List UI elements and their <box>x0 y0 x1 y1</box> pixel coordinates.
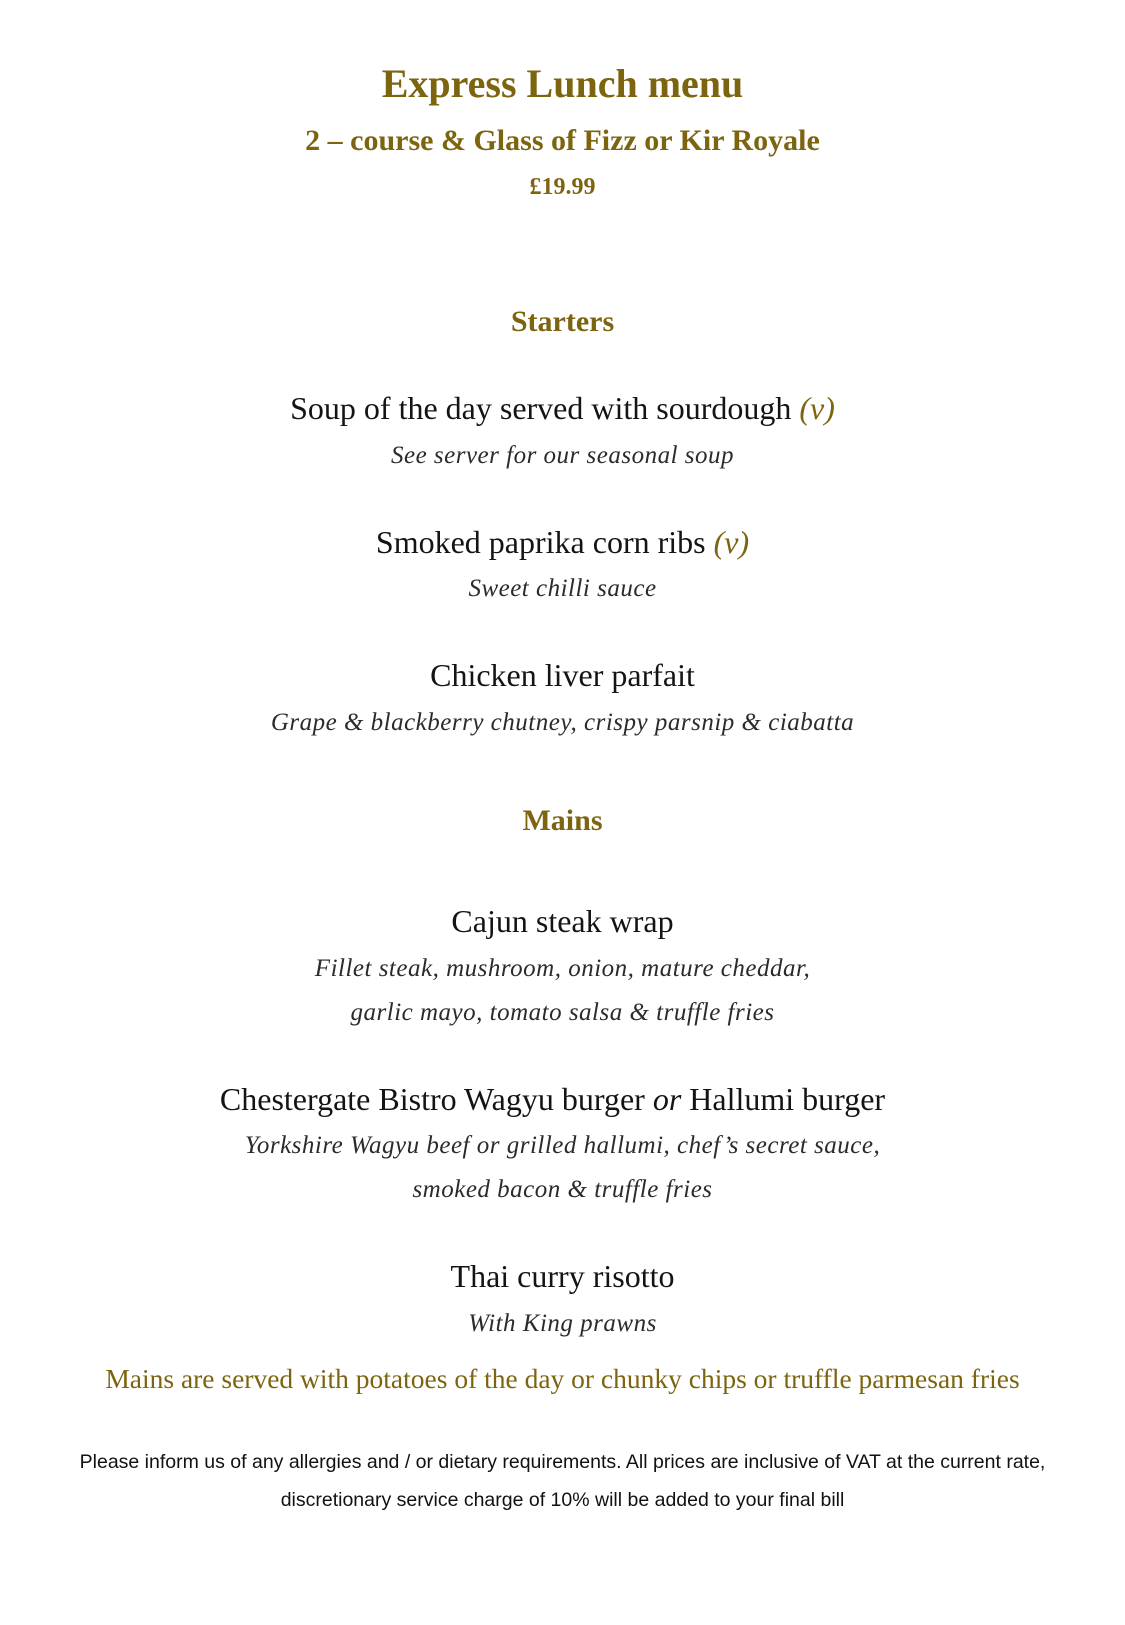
starter-item-parfait: Chicken liver parfait <box>430 657 695 693</box>
starter-item-corn-ribs <box>0 524 1125 561</box>
starters-heading: Starters <box>510 305 615 338</box>
dish-description: smoked bacon & truffle fries <box>412 1176 713 1203</box>
mains-sides-note: Mains are served with potatoes of the day or chunky chips or truffle parmesan fries <box>105 1363 1020 1394</box>
dish-description: garlic mayo, tomato salsa & truffle fries <box>350 999 775 1026</box>
dish-name-or: or <box>652 1081 682 1117</box>
dish-description: Sweet chilli sauce <box>468 575 657 602</box>
vegetarian-tag: (v) <box>799 390 835 426</box>
dish-name: Soup of the day served with sourdough <box>290 390 792 426</box>
menu-title: Express Lunch menu <box>381 61 744 106</box>
allergy-notice: Please inform us of any allergies and / or dietary requirements. All prices are inclusive of VAT at the current rate, <box>79 1451 1046 1473</box>
dish-name: Chestergate Bistro Wagyu burger <box>219 1081 645 1117</box>
dish-name: Hallumi burger <box>689 1081 886 1117</box>
vegetarian-tag: (v) <box>713 524 750 560</box>
dish-name: Smoked paprika corn ribs <box>375 524 706 560</box>
mains-heading: Mains <box>522 804 603 837</box>
main-item-risotto: Thai curry risotto <box>450 1258 675 1294</box>
dish-description: Grape & blackberry chutney, crispy parsnip & ciabatta <box>270 709 855 736</box>
main-item-steak-wrap: Cajun steak wrap <box>451 903 674 939</box>
dish-description: With King prawns <box>468 1310 657 1337</box>
starter-item-soup <box>0 390 1125 427</box>
menu-subtitle: 2 – course & Glass of Fizz or Kir Royale <box>305 124 820 157</box>
menu-price: £19.99 <box>529 174 596 200</box>
main-item-burger <box>0 1081 1115 1118</box>
dish-description: Fillet steak, mushroom, onion, mature cheddar, <box>314 955 811 982</box>
service-charge-notice: discretionary service charge of 10% will be added to your final bill <box>280 1489 845 1511</box>
dish-description: Yorkshire Wagyu beef or grilled hallumi, chef’s secret sauce, <box>244 1132 881 1159</box>
dish-description: See server for our seasonal soup <box>390 442 735 469</box>
